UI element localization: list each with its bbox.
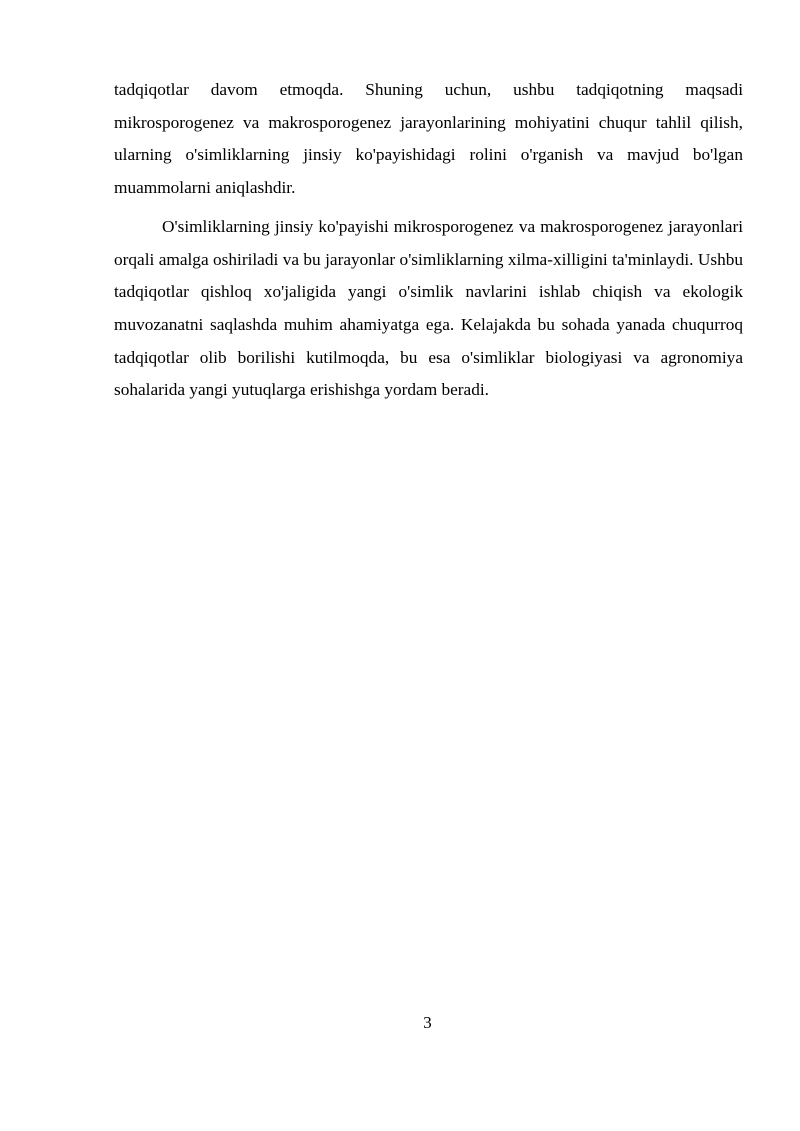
- paragraph-continuation: tadqiqotlar davom etmoqda. Shuning uchun, ushbu tadqiqotning maqsadi mikrosporogenez va makrosporogenez jarayonlarining mohiyatini chuqur tahlil qilish, ularning o'simliklarning jinsiy ko'payishidagi rolini o'rganish va mavjud bo'lgan muammolarni aniqlashdir.: [114, 80, 743, 198]
- page-number: 3: [423, 1013, 432, 1032]
- paragraph-conclusion: O'simliklarning jinsiy ko'payishi mikrosporogenez va makrosporogenez jarayonlari orqali amalga oshiriladi va bu jarayonlar o'simliklarning xilma-xilligini ta'minlaydi. Ushbu tadqiqotlar qishloq xo'jaligida yangi o'simlik navlarini ishlab chiqish va ekologik muvozanatni saqlashda muhim ahamiyatga ega. Kelajakda bu sohada yanada chuqurroq tadqiqotlar olib borilishi kutilmoqda, bu esa o'simliklar biologiyasi va agronomiya sohalarida yangi yutuqlarga erishishga yordam beradi.: [114, 216, 743, 400]
- body-text: [114, 74, 743, 407]
